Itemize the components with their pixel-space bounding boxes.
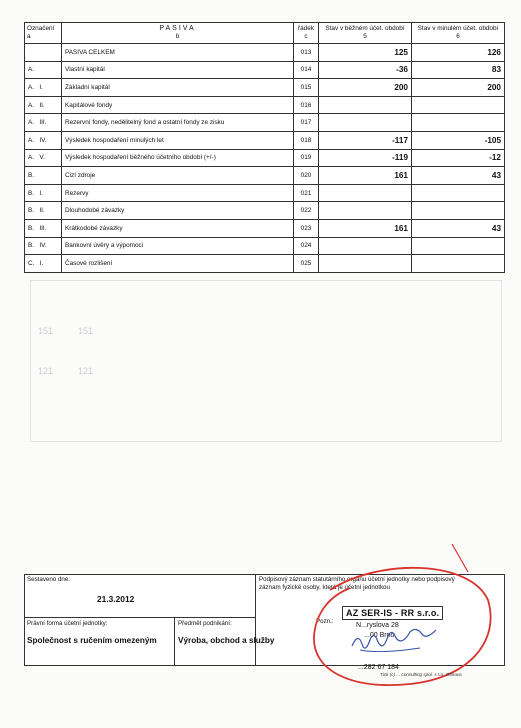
row-code: A. IV.: [25, 131, 62, 149]
table-row: [25, 167, 505, 185]
row-current-value: [319, 114, 412, 132]
row-code: B. I.: [25, 184, 62, 202]
row-line-number: 017: [294, 114, 319, 132]
pravni-label: Právní forma účetní jednotky:: [27, 620, 108, 627]
row-current-value: [319, 202, 412, 220]
bleed-through-area: [30, 280, 502, 442]
row-label: Dlouhodobé závazky: [62, 202, 294, 220]
table-header-row: [25, 23, 505, 44]
row-previous-value: [412, 114, 505, 132]
row-label: Cizí zdroje: [62, 167, 294, 185]
row-current-value: 125: [319, 44, 412, 62]
footnote: Tisk (c) ... consulting spol. s r.o. Ostrava: [380, 672, 462, 677]
row-current-value: 161: [319, 167, 412, 185]
row-current-value: [319, 237, 412, 255]
podpis-label: Podpisový záznam statutárního orgánu účetní jednotky nebo podpisový záznam fyzické osoby, která je účetní jednotkou: [259, 576, 455, 591]
row-previous-value: [412, 237, 505, 255]
row-label: Výsledek hospodaření minulých let: [62, 131, 294, 149]
table-row: [25, 44, 505, 62]
row-previous-value: 83: [412, 61, 505, 79]
row-line-number: 024: [294, 237, 319, 255]
col-current: Stav v běžném účet. období 5: [319, 23, 412, 44]
col-previous: Stav v minulém účet. období 6: [412, 23, 505, 44]
stamp-company-name: AZ SER-IS - RR s.r.o.: [342, 606, 443, 620]
row-line-number: 022: [294, 202, 319, 220]
col-oznaceni: Označení a: [25, 23, 62, 44]
table-row: [25, 149, 505, 167]
table-row: [25, 131, 505, 149]
row-code: C. I.: [25, 255, 62, 273]
row-code: A.: [25, 61, 62, 79]
table-row: [25, 61, 505, 79]
row-code: B. II.: [25, 202, 62, 220]
row-line-number: 016: [294, 96, 319, 114]
table-row: [25, 202, 505, 220]
row-code: A. I.: [25, 79, 62, 97]
row-label: Základní kapitál: [62, 79, 294, 97]
col-pasiva: PASIVA b: [62, 23, 294, 44]
row-label: Rezervy: [62, 184, 294, 202]
col-radek: řádek c: [294, 23, 319, 44]
row-code: B. III.: [25, 219, 62, 237]
row-previous-value: 43: [412, 219, 505, 237]
row-previous-value: [412, 184, 505, 202]
row-label: PASIVA CELKEM: [62, 44, 294, 62]
row-previous-value: [412, 96, 505, 114]
row-previous-value: -105: [412, 131, 505, 149]
row-current-value: 161: [319, 219, 412, 237]
row-line-number: 020: [294, 167, 319, 185]
row-label: Časové rozlišení: [62, 255, 294, 273]
row-line-number: 019: [294, 149, 319, 167]
company-stamp: [342, 606, 460, 671]
row-code: B. IV.: [25, 237, 62, 255]
row-code: [25, 44, 62, 62]
bleed-through-text: 121 121: [38, 366, 94, 376]
row-current-value: [319, 96, 412, 114]
table-row: [25, 219, 505, 237]
row-label: Vlastní kapitál: [62, 61, 294, 79]
pravni-value: Společnost s ručením omezeným: [27, 636, 157, 645]
row-code: A. III.: [25, 114, 62, 132]
predmet-value: Výroba, obchod a služby: [178, 636, 275, 645]
row-current-value: [319, 184, 412, 202]
row-previous-value: 200: [412, 79, 505, 97]
row-line-number: 025: [294, 255, 319, 273]
row-line-number: 014: [294, 61, 319, 79]
row-current-value: -119: [319, 149, 412, 167]
row-label: Výsledek hospodaření běžného účetního období (+/-): [62, 149, 294, 167]
pasiva-table: [24, 22, 505, 273]
table-row: [25, 114, 505, 132]
row-line-number: 021: [294, 184, 319, 202]
table-row: [25, 237, 505, 255]
row-label: Rezervní fondy, nedělitelný fond a ostatní fondy ze zisku: [62, 114, 294, 132]
row-previous-value: 43: [412, 167, 505, 185]
bleed-through-text: 151 151: [38, 326, 94, 336]
row-previous-value: 126: [412, 44, 505, 62]
row-current-value: [319, 255, 412, 273]
row-current-value: 200: [319, 79, 412, 97]
row-label: Kapitálové fondy: [62, 96, 294, 114]
table-row: [25, 96, 505, 114]
row-previous-value: -12: [412, 149, 505, 167]
stamp-address-line: N...ryslova 28: [356, 622, 399, 629]
row-current-value: -117: [319, 131, 412, 149]
row-line-number: 015: [294, 79, 319, 97]
stamp-id-line: ...282 67 184: [358, 664, 399, 671]
sestaveno-label: Sestaveno dne:: [27, 576, 71, 583]
row-code: A. V.: [25, 149, 62, 167]
row-line-number: 013: [294, 44, 319, 62]
table-row: [25, 255, 505, 273]
row-current-value: -36: [319, 61, 412, 79]
table-row: [25, 184, 505, 202]
poznamka-label: Pozn.:: [316, 618, 334, 625]
row-code: B.: [25, 167, 62, 185]
row-line-number: 018: [294, 131, 319, 149]
row-label: Bankovní úvěry a výpomoci: [62, 237, 294, 255]
sestaveno-date: 21.3.2012: [97, 594, 135, 604]
row-label: Krátkodobé závazky: [62, 219, 294, 237]
row-previous-value: [412, 202, 505, 220]
row-line-number: 023: [294, 219, 319, 237]
row-previous-value: [412, 255, 505, 273]
row-code: A. II.: [25, 96, 62, 114]
table-row: [25, 79, 505, 97]
predmet-label: Předmět podnikání:: [178, 620, 232, 627]
stamp-address-line: ...00 Brno: [364, 632, 395, 639]
